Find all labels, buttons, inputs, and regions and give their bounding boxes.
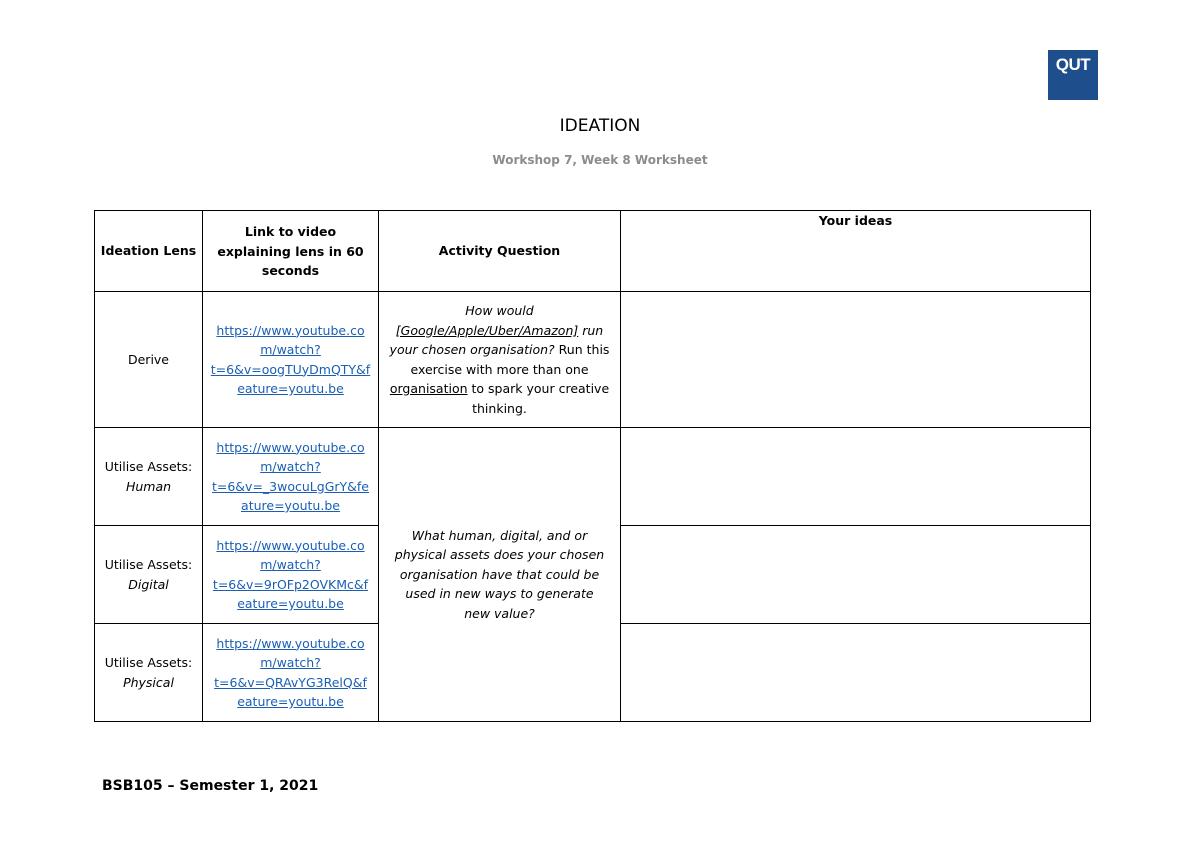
lens-cell: [95, 526, 203, 624]
video-link-derive[interactable]: https://www.youtube.co m/watch? t=6&v=oogTUyDmQTY&f eature=youtu.be: [210, 322, 371, 396]
page-title: IDEATION: [559, 116, 641, 136]
table-row-human: [95, 428, 1091, 526]
lens-cell: [95, 624, 203, 722]
lens-sub-label: Human: [125, 478, 172, 494]
ideas-input-physical[interactable]: [621, 624, 1091, 722]
ideation-table: [94, 210, 1091, 722]
link-cell: [203, 526, 379, 624]
page-subtitle: Workshop 7, Week 8 Worksheet: [492, 153, 708, 167]
lens-label: Utilise Assets:: [104, 459, 193, 474]
video-link-physical[interactable]: https://www.youtube.co m/watch? t=6&v=QRAvYG3RelQ&f eature=youtu.be: [214, 635, 367, 709]
header-ideation-lens: Ideation Lens: [95, 211, 203, 292]
ideas-input-human[interactable]: [621, 428, 1091, 526]
link-cell: [203, 624, 379, 722]
lens-cell: [95, 292, 203, 428]
link-cell: [203, 428, 379, 526]
header-row: [95, 211, 1091, 292]
lens-label: Utilise Assets:: [104, 655, 193, 670]
qut-logo: QUT: [1048, 50, 1098, 100]
header-your-ideas: Your ideas: [621, 211, 1091, 292]
header-activity-question: Activity Question: [379, 211, 621, 292]
activity-question-derive: How would [Google/Apple/Uber/Amazon] run your chosen organisation? Run this exercise with more than one organisation to spark your creative thinking.: [379, 292, 621, 428]
ideas-input-digital[interactable]: [621, 526, 1091, 624]
lens-label: Derive: [127, 351, 169, 367]
ideas-input-derive[interactable]: [621, 292, 1091, 428]
lens-label: Utilise Assets:: [104, 557, 193, 572]
header-video-link: Link to video explaining lens in 60 seconds: [203, 211, 379, 292]
video-link-digital[interactable]: https://www.youtube.co m/watch? t=6&v=9rOFp2OVKMc&f eature=youtu.be: [212, 537, 369, 611]
table-row-derive: [95, 292, 1091, 428]
activity-question-assets: What human, digital, and or physical assets does your chosen organisation have that could be used in new ways to generate new value?: [379, 428, 621, 722]
footer-course-semester: BSB105 – Semester 1, 2021: [102, 778, 319, 794]
link-cell: [203, 292, 379, 428]
video-link-human[interactable]: https://www.youtube.co m/watch? t=6&v=_3wocuLgGrY&fe ature=youtu.be: [211, 439, 369, 513]
lens-cell: [95, 428, 203, 526]
lens-sub-label: Digital: [128, 576, 169, 592]
lens-sub-label: Physical: [123, 674, 174, 690]
